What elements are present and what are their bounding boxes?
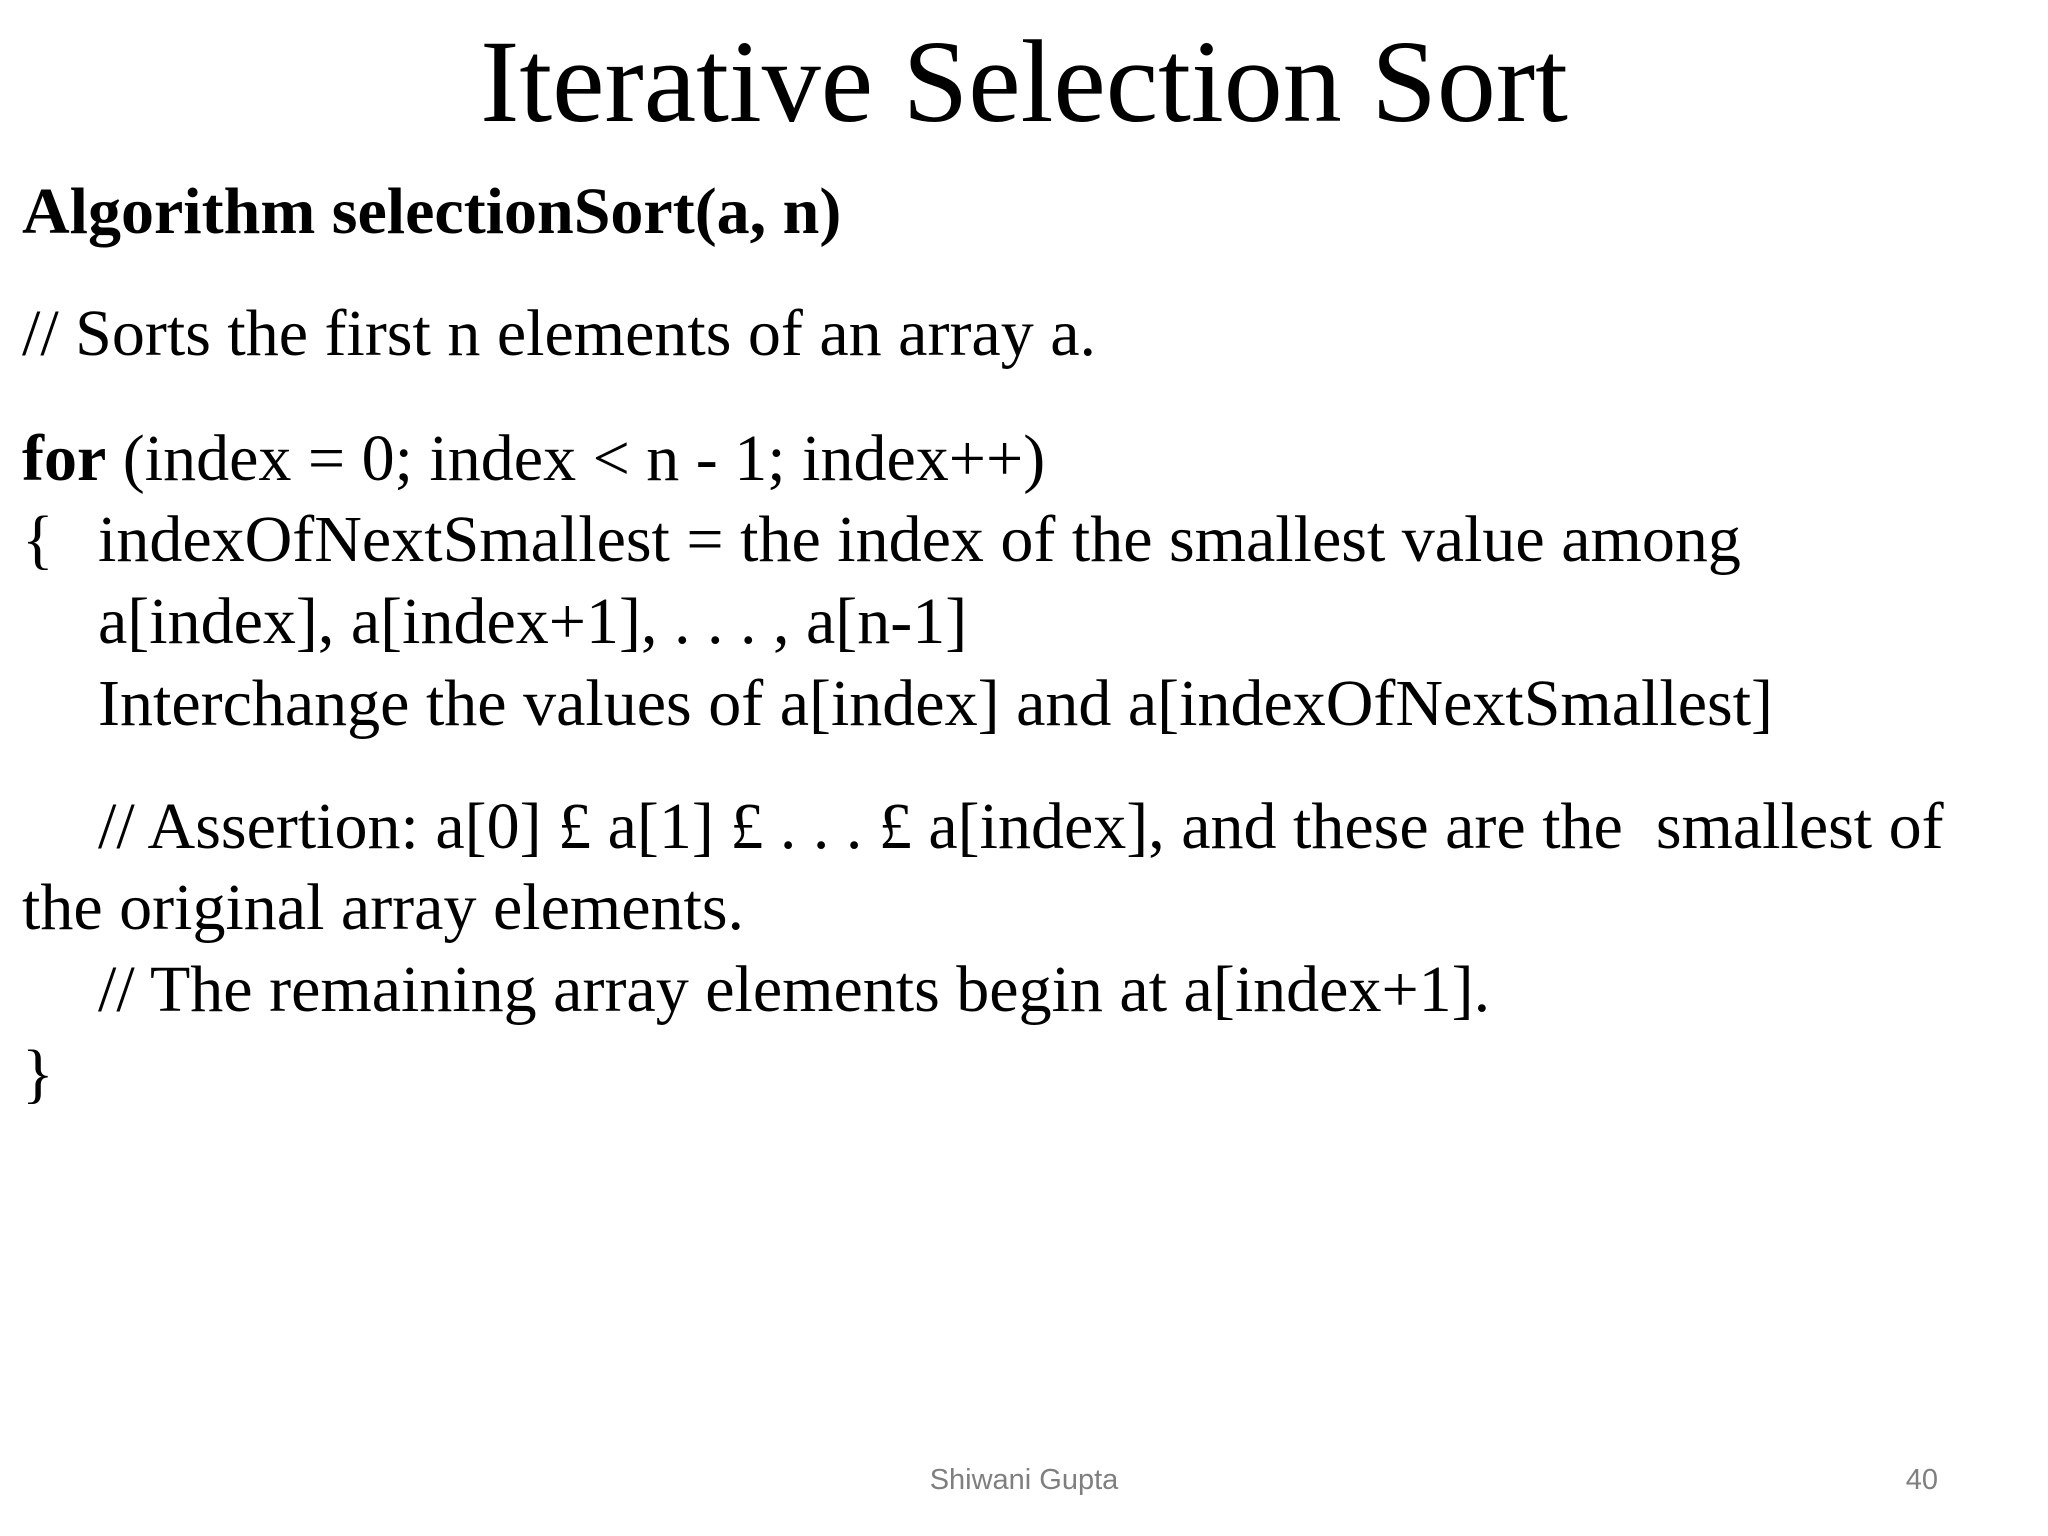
- comment-sorts: // Sorts the first n elements of an array a.: [22, 297, 1097, 370]
- assertion-line-2: the original array elements.: [22, 871, 745, 944]
- slide-title: Iterative Selection Sort: [480, 16, 1568, 147]
- algorithm-header: Algorithm selectionSort(a, n): [22, 175, 842, 248]
- page-number: 40: [1905, 1464, 1938, 1496]
- footer-author: Shiwani Gupta: [929, 1464, 1119, 1496]
- body-line-3: Interchange the values of a[index] and a[indexOfNextSmallest]: [98, 667, 1774, 740]
- open-brace: {: [22, 503, 54, 576]
- for-statement: [22, 419, 1045, 499]
- remaining-comment: // The remaining array elements begin at a[index+1].: [98, 953, 1491, 1026]
- body-line-2: a[index], a[index+1], . . . , a[n-1]: [98, 585, 968, 658]
- close-brace: }: [22, 1037, 54, 1110]
- body-line-1: indexOfNextSmallest = the index of the smallest value among: [98, 503, 1741, 576]
- for-clause: (index = 0; index < n - 1; index++): [106, 422, 1046, 495]
- for-keyword: for: [22, 422, 107, 495]
- assertion-line-1: // Assertion: a[0] £ a[1] £ . . . £ a[index], and these are the smallest of: [98, 790, 1944, 863]
